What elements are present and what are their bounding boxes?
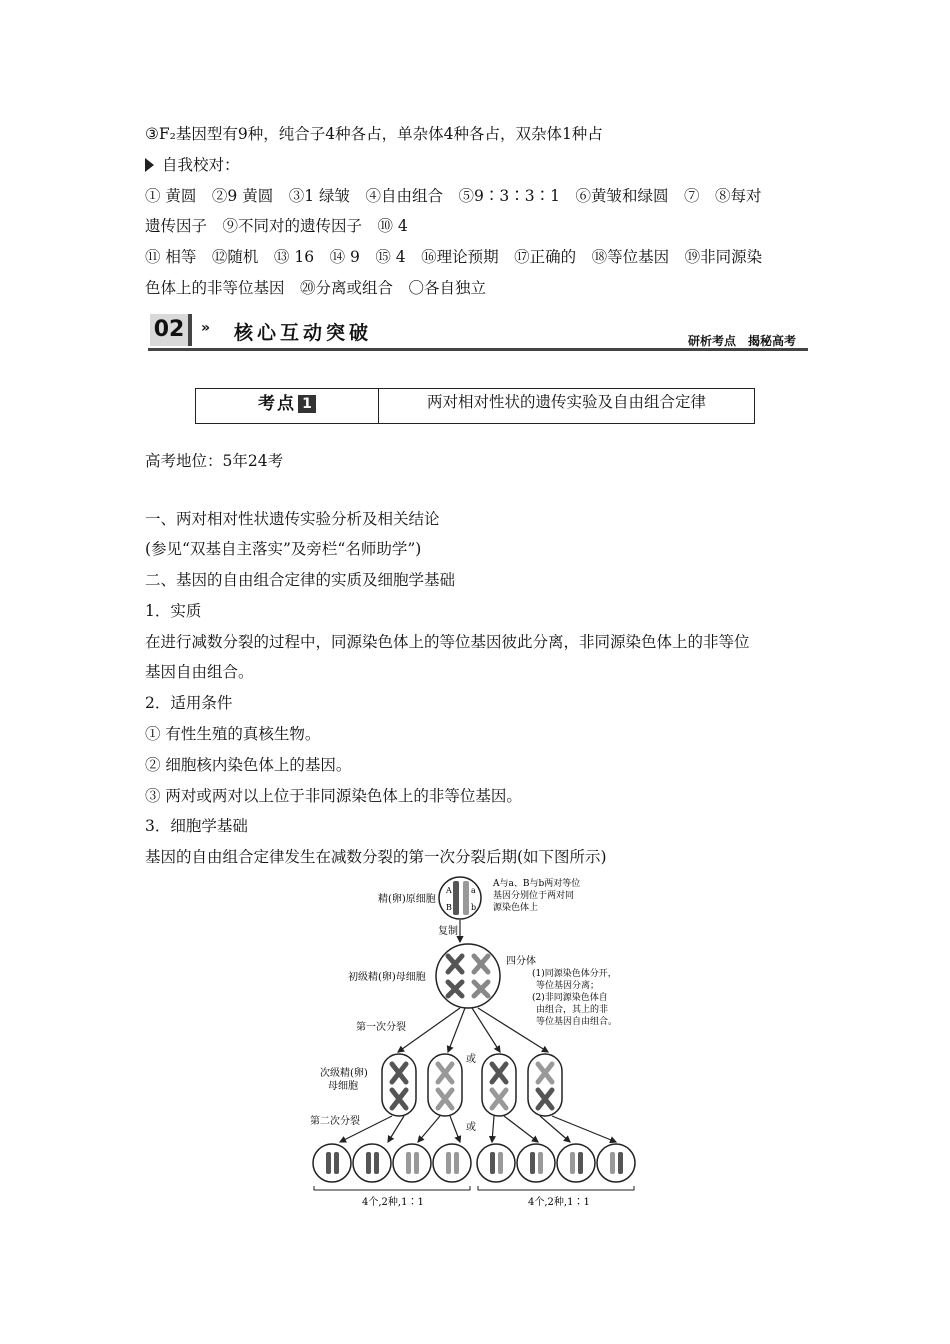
self-check-title: 自我校对： [162, 156, 240, 174]
item-1-text-a: 在进行减数分裂的过程中，同源染色体上的等位基因彼此分离，非同源染色体上的非等位 [145, 633, 750, 651]
gene-label: A [446, 886, 452, 895]
answers-row-1: ① 黄圆 ②9 黄圆 ③1 绿皱 ④自由组合 ⑤9∶3∶3∶1 ⑥黄皱和绿圆 ⑦ ⑧每对 [145, 187, 762, 205]
self-check-heading [145, 154, 240, 176]
label-secondary-2: 母细胞 [328, 1081, 358, 1092]
item-2-a: ① 有性生殖的真核生物。 [145, 725, 321, 743]
section-header [148, 312, 808, 352]
gene-label: B [446, 903, 452, 912]
note-top-1: A与a、B与b两对等位 [493, 879, 581, 889]
note-mid-2: 等位基因分离； [536, 981, 600, 991]
primary-cell [436, 944, 500, 1008]
item-3-text: 基因的自由组合定律发生在减数分裂的第一次分裂后期(如下图所示) [145, 848, 607, 866]
result-left: 4个,2种,1∶1 [362, 1197, 424, 1208]
note-top-3: 源染色体上 [493, 903, 539, 913]
item-1-title: 1．实质 [145, 602, 202, 620]
kaodian-number: 1 [298, 395, 316, 413]
section-rule [148, 348, 808, 351]
first-division-arrows [398, 1008, 548, 1052]
exam-position: 高考地位：5年24考 [145, 452, 284, 470]
spermatogonium-cell [439, 877, 481, 919]
note-mid-4: 由组合，其上的非 [536, 1005, 609, 1015]
result-right: 4个,2种,1∶1 [528, 1197, 590, 1208]
gene-label: b [471, 903, 477, 912]
note-mid-5: 等位基因自由组合。 [536, 1017, 618, 1027]
gamete-cells [313, 1144, 635, 1182]
label-first-division: 第一次分裂 [356, 1022, 406, 1033]
heading-1-note: (参见“双基自主落实”及旁栏“名师助学”) [145, 540, 422, 558]
label-or-2: 或 [466, 1122, 476, 1133]
note-top-2: 基因分别位于两对同 [493, 891, 575, 901]
second-division-arrows [340, 1116, 616, 1142]
label-replicate: 复制 [438, 926, 458, 937]
answers-row-3: ⑪ 相等 ⑫随机 ⑬ 16 ⑭ 9 ⑮ 4 ⑯理论预期 ⑰正确的 ⑱等位基因 ⑲非同源染 [145, 248, 763, 266]
item-2-c: ③ 两对或两对以上位于非同源染色体上的非等位基因。 [145, 787, 522, 805]
answers-row-2: 遗传因子 ⑨不同对的遗传因子 ⑩ 4 [145, 217, 408, 235]
gene-label: a [471, 886, 476, 895]
label-spermatogonium: 精(卵)原细胞 [378, 894, 436, 905]
kaodian-table [195, 388, 755, 424]
item-2-title: 2．适用条件 [145, 694, 233, 712]
item-1-text-b: 基因自由组合。 [145, 663, 254, 681]
section-subtitle: 研析考点 揭秘高考 [687, 334, 796, 348]
item-3-title: 3．细胞学基础 [145, 817, 248, 835]
section-number: 02 [150, 314, 192, 346]
label-second-division: 第二次分裂 [310, 1116, 360, 1127]
note-mid-3: (2)非同源染色体自 [532, 993, 608, 1003]
meiosis-diagram [300, 872, 650, 1212]
label-or-1: 或 [466, 1054, 476, 1065]
label-primary: 初级精(卵)母细胞 [348, 972, 426, 983]
note-mid-1: (1)同源染色体分开， [532, 969, 617, 979]
result-brackets [314, 1186, 634, 1190]
gamete-chromosomes [326, 1152, 623, 1174]
label-secondary-1: 次级精(卵) [320, 1068, 368, 1079]
section-title: 核心互动突破 [234, 322, 373, 344]
heading-1: 一、两对相对性状遗传实验分析及相关结论 [145, 510, 440, 528]
heading-2: 二、基因的自由组合定律的实质及细胞学基础 [145, 571, 456, 589]
kaodian-label: 考点 [258, 394, 296, 414]
item-2-b: ② 细胞核内染色体上的基因。 [145, 756, 352, 774]
label-tetrad: 四分体 [506, 956, 536, 967]
flag-icon [145, 158, 154, 172]
kaodian-label-cell [196, 389, 379, 423]
answers-row-4: 色体上的非等位基因 ⑳分离或组合 〇各自独立 [145, 279, 487, 297]
genotype-line: ③F₂基因型有9种，纯合子4种各占，单杂体4种各占，双杂体1种占 [145, 125, 603, 143]
kaodian-title: 两对相对性状的遗传实验及自由组合定律 [426, 393, 706, 411]
section-arrow-icon: » [201, 320, 211, 336]
